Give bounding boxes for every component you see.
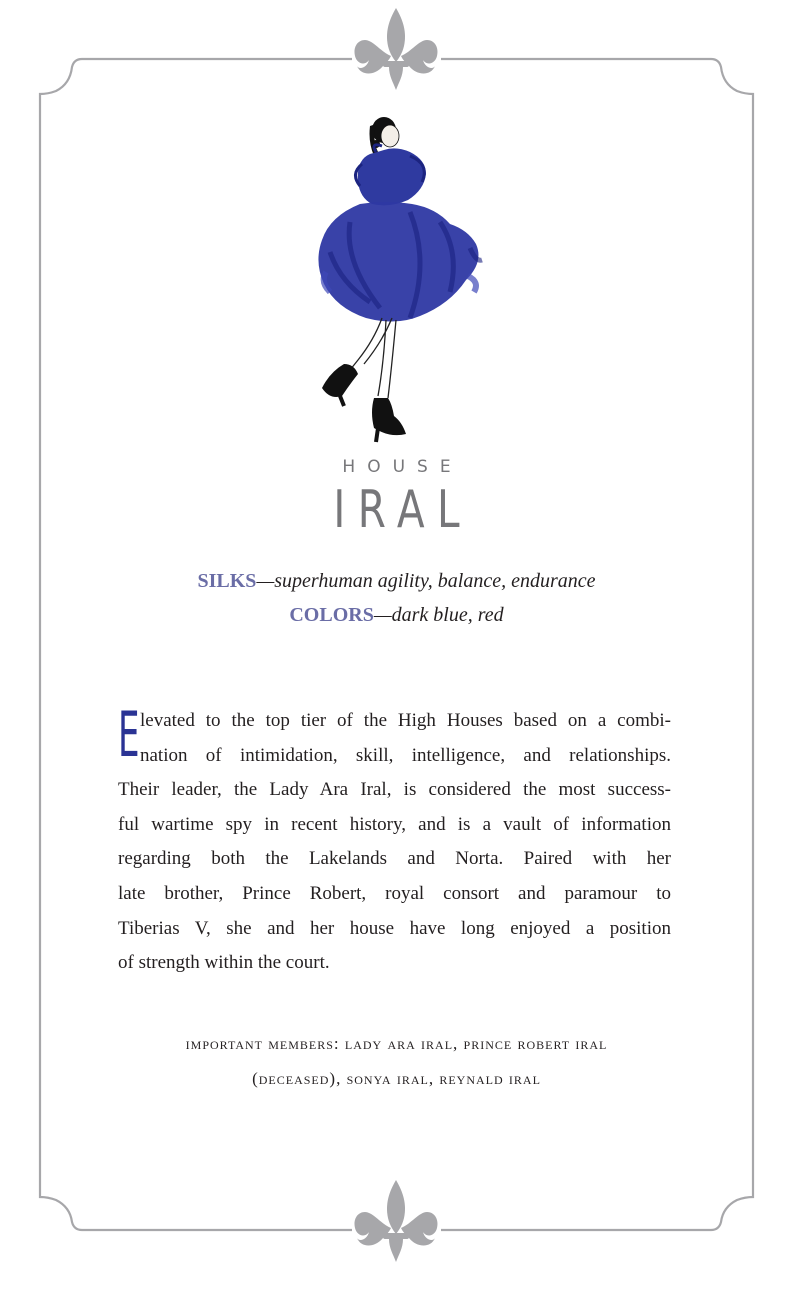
house-description <box>118 698 671 981</box>
attribute-value: superhuman agility, balance, endurance <box>274 570 596 592</box>
description-line: Their leader, the Lady Ara Iral, is considered the most success- <box>118 779 671 801</box>
members-line: important members: lady ara iral, prince robert iral <box>185 1034 608 1053</box>
important-members <box>0 1026 793 1096</box>
fleur-de-lis-icon <box>351 1178 441 1264</box>
attribute-dash: — <box>373 604 392 626</box>
attribute-value: dark blue, red <box>391 604 504 626</box>
attribute-dash: — <box>256 570 275 592</box>
description-line: late brother, Prince Robert, royal consort and paramour to <box>118 882 671 904</box>
house-name: IRAL <box>333 480 473 540</box>
house-label: HOUSE <box>342 457 463 477</box>
attribute-label: COLORS <box>289 604 374 626</box>
members-line: (deceased), sonya iral, reynald iral <box>252 1069 541 1088</box>
attribute-colors <box>0 602 793 628</box>
fleur-de-lis-icon <box>351 6 441 92</box>
description-line: nation of intimidation, skill, intelligence, and relationships. <box>140 744 671 766</box>
attribute-silks <box>0 568 793 594</box>
description-line: Tiberias V, she and her house have long enjoyed a position <box>118 917 671 939</box>
drop-cap: E <box>118 698 140 771</box>
description-line: regarding both the Lakelands and Norta. Paired with her <box>118 848 671 870</box>
description-line: levated to the top tier of the High Houses based on a combi- <box>140 710 671 731</box>
description-line: ful wartime spy in recent history, and is a vault of information <box>118 813 671 835</box>
description-line: of strength within the court. <box>118 952 330 974</box>
house-figure-illustration <box>300 112 500 452</box>
attribute-label: SILKS <box>197 570 257 592</box>
